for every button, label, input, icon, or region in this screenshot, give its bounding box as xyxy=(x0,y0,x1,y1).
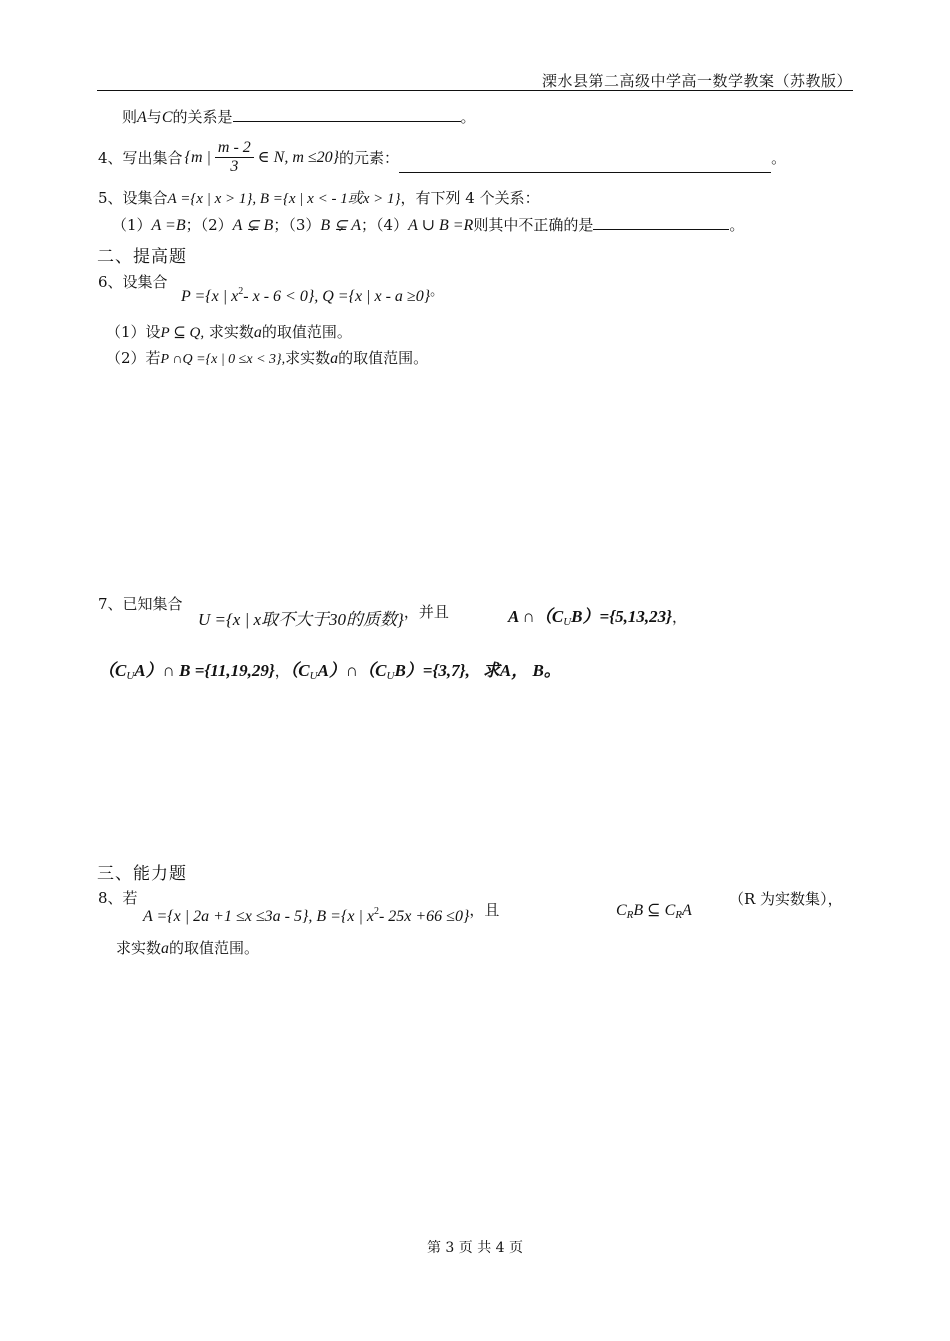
question-5: 5、设集合A ={x | x > 1}, B ={x | x < - 1或x > 1}，有下列 4 个关系： xyxy=(98,189,540,207)
question-6-part-2: （2）若P ∩Q ={x | 0 ≤x < 3},求实数a的取值范围。 xyxy=(106,349,429,367)
section-heading: 三、能力题 xyxy=(97,864,187,884)
header-rule xyxy=(97,90,853,91)
answer-blank[interactable] xyxy=(593,214,729,230)
answer-blank[interactable] xyxy=(399,157,771,173)
question-8-sets: A ={x | 2a +1 ≤x ≤3a - 5}, B ={x | $x^2-$ 25x +66 ≤0}，且 xyxy=(143,901,500,925)
question-7-equations: $(C_UA)\cap$ B ={11,19,29}，$(C_UA)\cap(C_UB)=\{3,7\}$, 求A， B。 xyxy=(98,661,561,682)
answer-blank[interactable] xyxy=(233,106,461,122)
question-3-continuation: 则A与C的关系是 。 xyxy=(122,108,476,126)
question-7: 7、已知集合 xyxy=(98,595,183,613)
question-4: 4、写出集合 {m | $\frac{m - 2}{3}$ ∈ N, m ≤20} 的元素： 。 xyxy=(98,139,787,175)
fraction: $\frac{m - 2}{3}$ xyxy=(215,139,254,176)
question-8-ask: 求实数a的取值范围。 xyxy=(116,939,260,957)
question-6: 6、设集合 xyxy=(98,273,168,291)
section-heading: 二、提高题 xyxy=(97,247,187,267)
question-8-complement: $C_RB$ ⊆ $C_RA$ xyxy=(616,902,692,921)
page-number: 第 3 页 共 4 页 xyxy=(426,1240,524,1256)
question-7-equation-1: A $\cap(C_UB)=\{5,13,23\}$， xyxy=(508,607,688,628)
question-8-note: （R 为实数集）， xyxy=(729,890,843,908)
question-5-options: （1）A =B；（2）A ⊊ B；（3）B ⊊ A；（4）A ∪ B =R则其中不正确的是 。 xyxy=(112,216,745,234)
question-6-part-1: （1）设P ⊆ Q, 求实数a的取值范围。 xyxy=(106,323,352,341)
page-header-title: 溧水县第二高级中学高一数学教案（苏教版） xyxy=(541,72,852,90)
question-7-universe: U ={x | x取不大于30的质数}，并且 xyxy=(198,603,449,629)
question-8: 8、若 xyxy=(98,889,138,907)
question-6-sets: P ={x | $x^2-$ x - 6 < 0}, Q ={x | x - a ≥0}。 xyxy=(181,284,444,305)
